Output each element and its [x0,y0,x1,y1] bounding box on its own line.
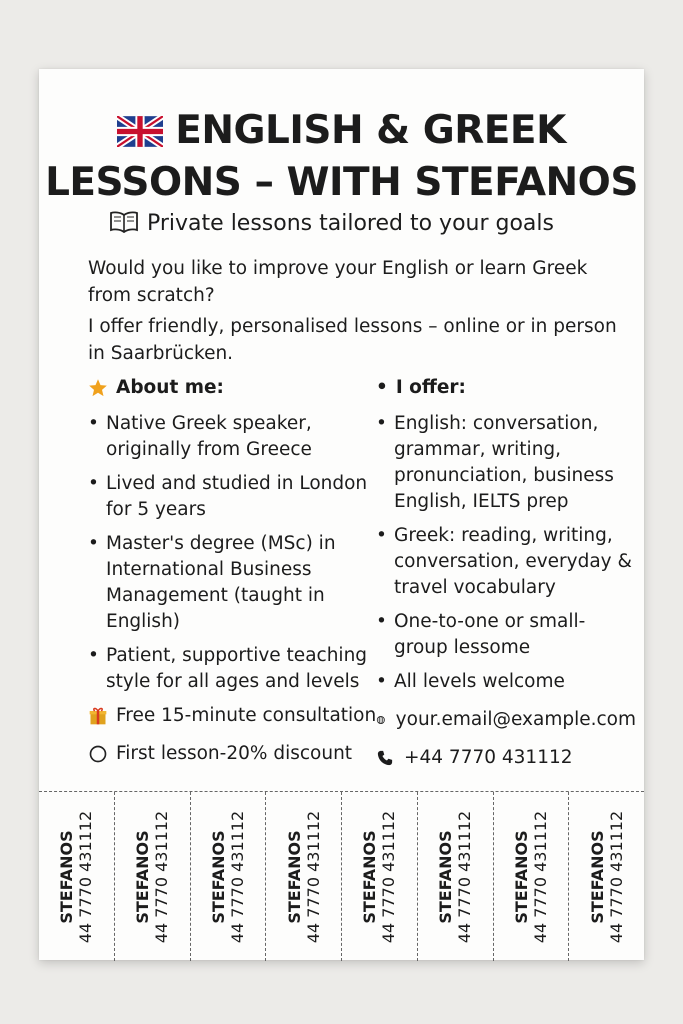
tear-off-tab[interactable] [341,792,417,961]
flyer-title [39,105,644,209]
globe-icon [376,711,386,729]
offer-list [376,411,636,695]
email-contact [376,707,636,733]
tear-off-tab[interactable] [190,792,266,961]
tear-off-tab[interactable] [417,792,493,961]
tear-off-tabs [39,791,644,961]
tab-phone: 44 7770 431112 [379,810,399,943]
list-item: • All levels welcome [376,669,636,695]
tab-name: STEFANOS [133,829,153,924]
list-item: • One-to-one or small-group lessome [376,609,636,661]
title-line-2: LESSONS – WITH STEFANOS [45,160,638,205]
tab-name: STEFANOS [57,829,77,924]
about-heading: About me: [88,375,378,401]
tear-off-tab[interactable] [265,792,341,961]
flyer [39,69,644,960]
list-item: • Native Greek speaker, originally from Greece [88,411,378,463]
tear-off-tab[interactable] [568,792,644,961]
circle-icon [88,744,108,764]
discount-offer: First lesson-20% discount [88,741,378,767]
list-item: • Greek: reading, writing, conversation, everyday & travel vocabulary [376,523,636,601]
offer-section [376,375,636,771]
tear-off-tab[interactable] [493,792,569,961]
title-line-1: ENGLISH & GREEK [39,105,644,157]
intro-offer: I offer friendly, personalised lessons – online or in person in Saarbrücken. [88,316,617,364]
tab-phone: 44 7770 431112 [76,810,96,943]
about-section [88,375,378,767]
consultation-offer: Free 15-minute consultation [88,703,378,729]
list-item: • English: conversation, grammar, writing, pronunciation, business English, IELTS prep [376,411,636,515]
intro-question: Would you like to improve your English or learn Greek from scratch? [88,258,588,306]
tab-name: STEFANOS [511,829,531,924]
about-list [88,411,378,695]
tab-phone: 44 7770 431112 [227,810,247,943]
tab-name: STEFANOS [360,829,380,924]
email-address[interactable]: your.email@example.com [395,709,636,730]
star-icon [88,378,108,398]
offer-heading: • I offer: [376,375,636,401]
tab-phone: 44 7770 431112 [303,810,323,943]
tear-off-tab[interactable] [39,792,114,961]
list-item: • Patient, supportive teaching style for all ages and levels [88,643,378,695]
subtitle: Private lessons tailored to your goals [109,211,554,236]
tab-phone: 44 7770 431112 [606,810,626,943]
bullet-icon: • [376,377,388,398]
tab-phone: 44 7770 431112 [530,810,550,943]
book-icon [109,211,139,233]
list-item: • Lived and studied in London for 5 years [88,471,378,523]
list-item: • Master's degree (MSc) in International Business Management (taught in English) [88,531,378,635]
phone-contact [376,745,636,771]
phone-number[interactable]: +44 7770 431112 [404,747,573,768]
tab-name: STEFANOS [436,829,456,924]
gift-icon [88,706,108,726]
tab-name: STEFANOS [284,829,304,924]
phone-icon [376,749,394,767]
tab-name: STEFANOS [208,829,228,924]
uk-flag-icon [117,116,163,147]
tab-phone: 44 7770 431112 [152,810,172,943]
tab-name: STEFANOS [587,829,607,924]
intro [88,255,618,367]
tab-phone: 44 7770 431112 [455,810,475,943]
tear-off-tab[interactable] [114,792,190,961]
